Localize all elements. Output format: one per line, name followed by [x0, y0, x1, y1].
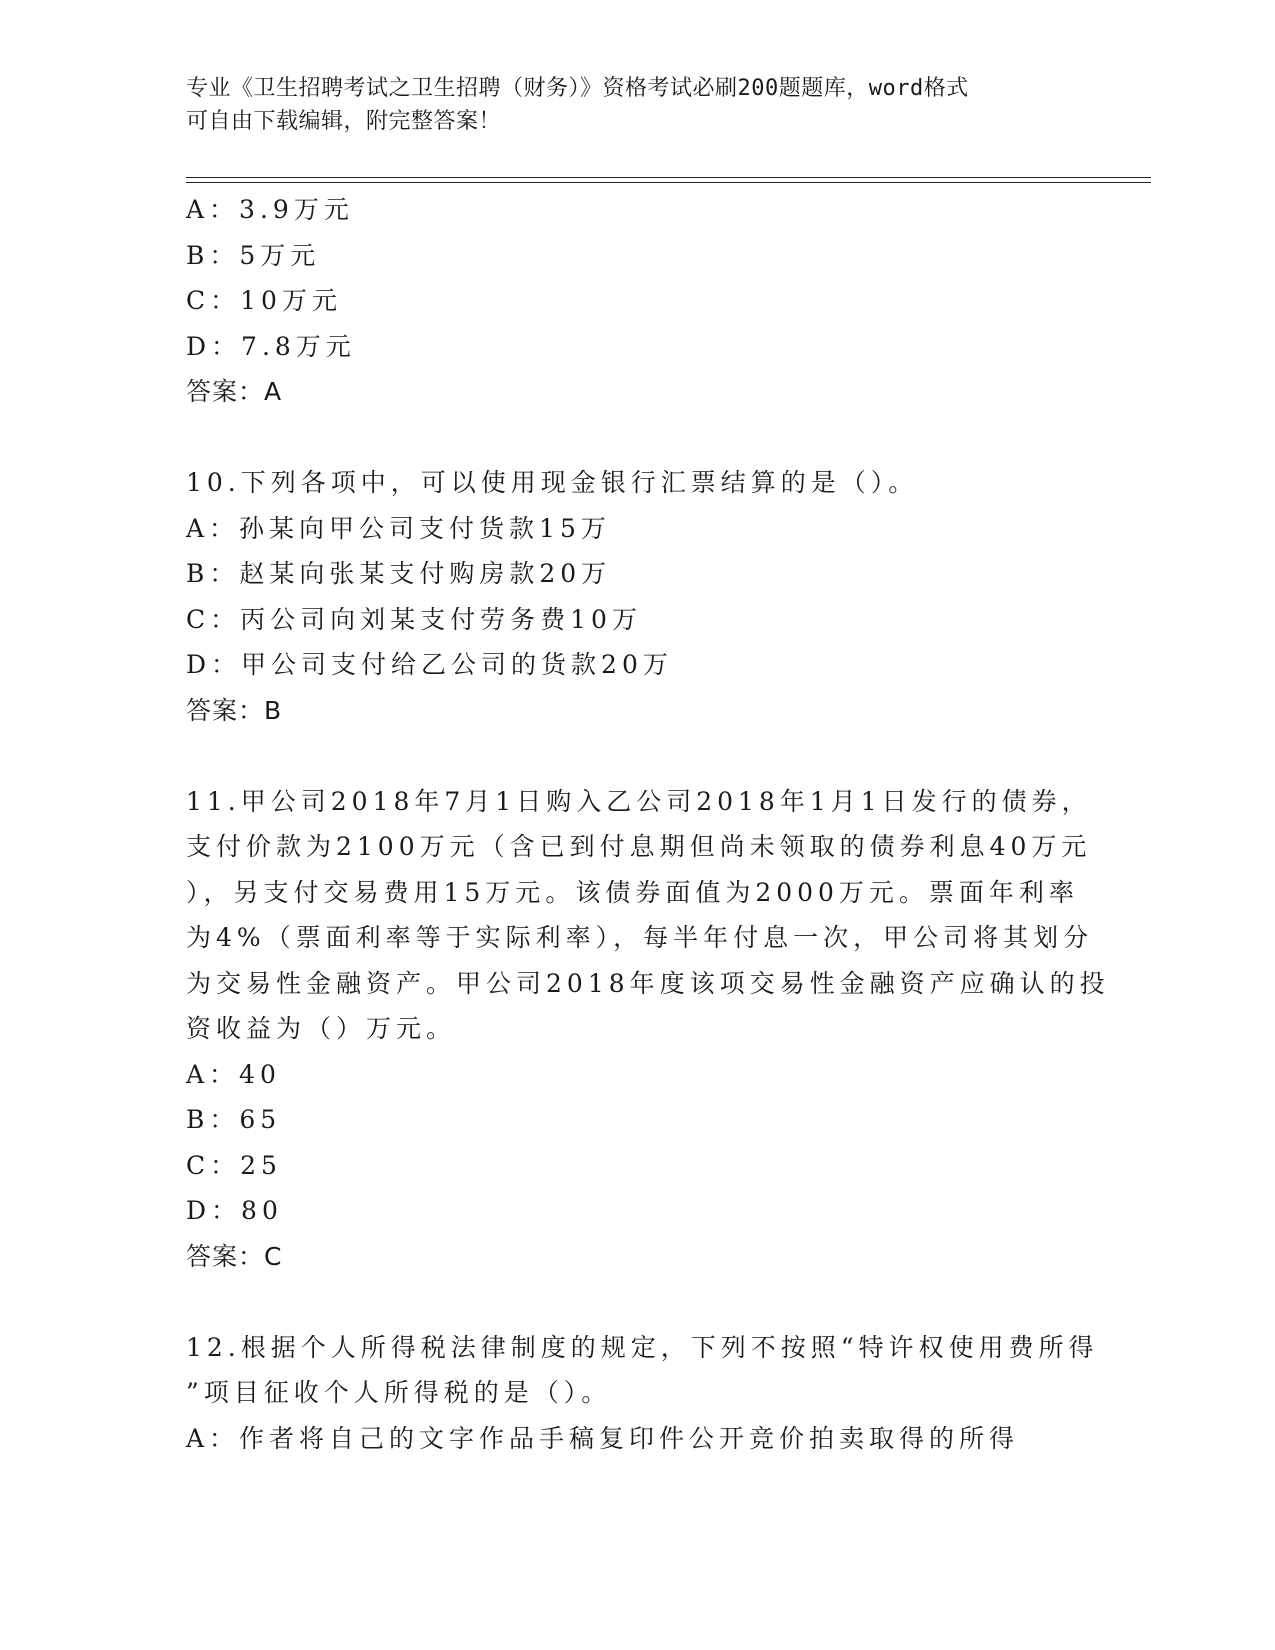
question-stem-line: 为交易性金融资产。甲公司2018年度该项交易性金融资产应确认的投: [186, 968, 1110, 998]
option-a: A：3.9万元: [186, 195, 354, 224]
question-stem-line: 为4%（票面利率等于实际利率），每半年付息一次，甲公司将其划分: [186, 923, 1094, 952]
spacer: [186, 1279, 1086, 1325]
header-divider-bottom: [186, 182, 1151, 183]
question-stem-line: ”项目征收个人所得税的是（）。: [186, 1378, 612, 1407]
question-11: [186, 779, 1110, 1280]
question-12: [186, 1325, 1099, 1462]
question-list: [186, 187, 1110, 1461]
question-9: [186, 187, 1086, 415]
option-a: A：孙某向甲公司支付货款15万: [186, 513, 611, 543]
header-line-1: 专业《卫生招聘考试之卫生招聘（财务）》资格考试必刷200题题库，word格式: [186, 76, 969, 101]
option-d: D：7.8万元: [186, 331, 356, 361]
option-a: A：作者将自己的文字作品手稿复印件公开竞价拍卖取得的所得: [186, 1423, 1020, 1453]
question-stem: 10.下列各项中，可以使用现金银行汇票结算的是（）。: [186, 468, 919, 497]
spacer: [186, 733, 1086, 779]
option-b: B：65: [186, 1105, 282, 1134]
question-stem-line: 12.根据个人所得税法律制度的规定，下列不按照“特许权使用费所得: [186, 1332, 1099, 1362]
option-b: B：5万元: [186, 240, 321, 270]
answer: 答案：A: [186, 377, 283, 406]
answer: 答案：B: [186, 695, 283, 725]
option-d: D：甲公司支付给乙公司的货款20万: [186, 650, 673, 679]
spacer: [186, 415, 1086, 461]
question-stem-line: 资收益为（）万元。: [186, 1014, 457, 1043]
option-b: B：赵某向张某支付购房款20万: [186, 559, 612, 588]
option-c: C：丙公司向刘某支付劳务费10万: [186, 604, 642, 634]
question-stem-line: ），另支付交易费用15万元。该债券面值为2000万元。票面年利率: [186, 877, 1079, 907]
header-divider-top: [186, 177, 1151, 178]
option-a: A：40: [186, 1059, 281, 1089]
option-c: C：25: [186, 1150, 282, 1180]
option-d: D：80: [186, 1196, 283, 1225]
option-c: C：10万元: [186, 286, 342, 315]
question-stem-line: 支付价款为2100万元（含已到付息期但尚未领取的债券利息40万元: [186, 832, 1092, 861]
question-stem-line: 11.甲公司2018年7月1日购入乙公司2018年1月1日发行的债券，: [186, 786, 1092, 816]
question-10: [186, 460, 1086, 733]
answer: 答案：C: [186, 1241, 283, 1271]
document-header: [186, 72, 1076, 138]
header-line-2: 可自由下载编辑，附完整答案！: [186, 109, 502, 134]
